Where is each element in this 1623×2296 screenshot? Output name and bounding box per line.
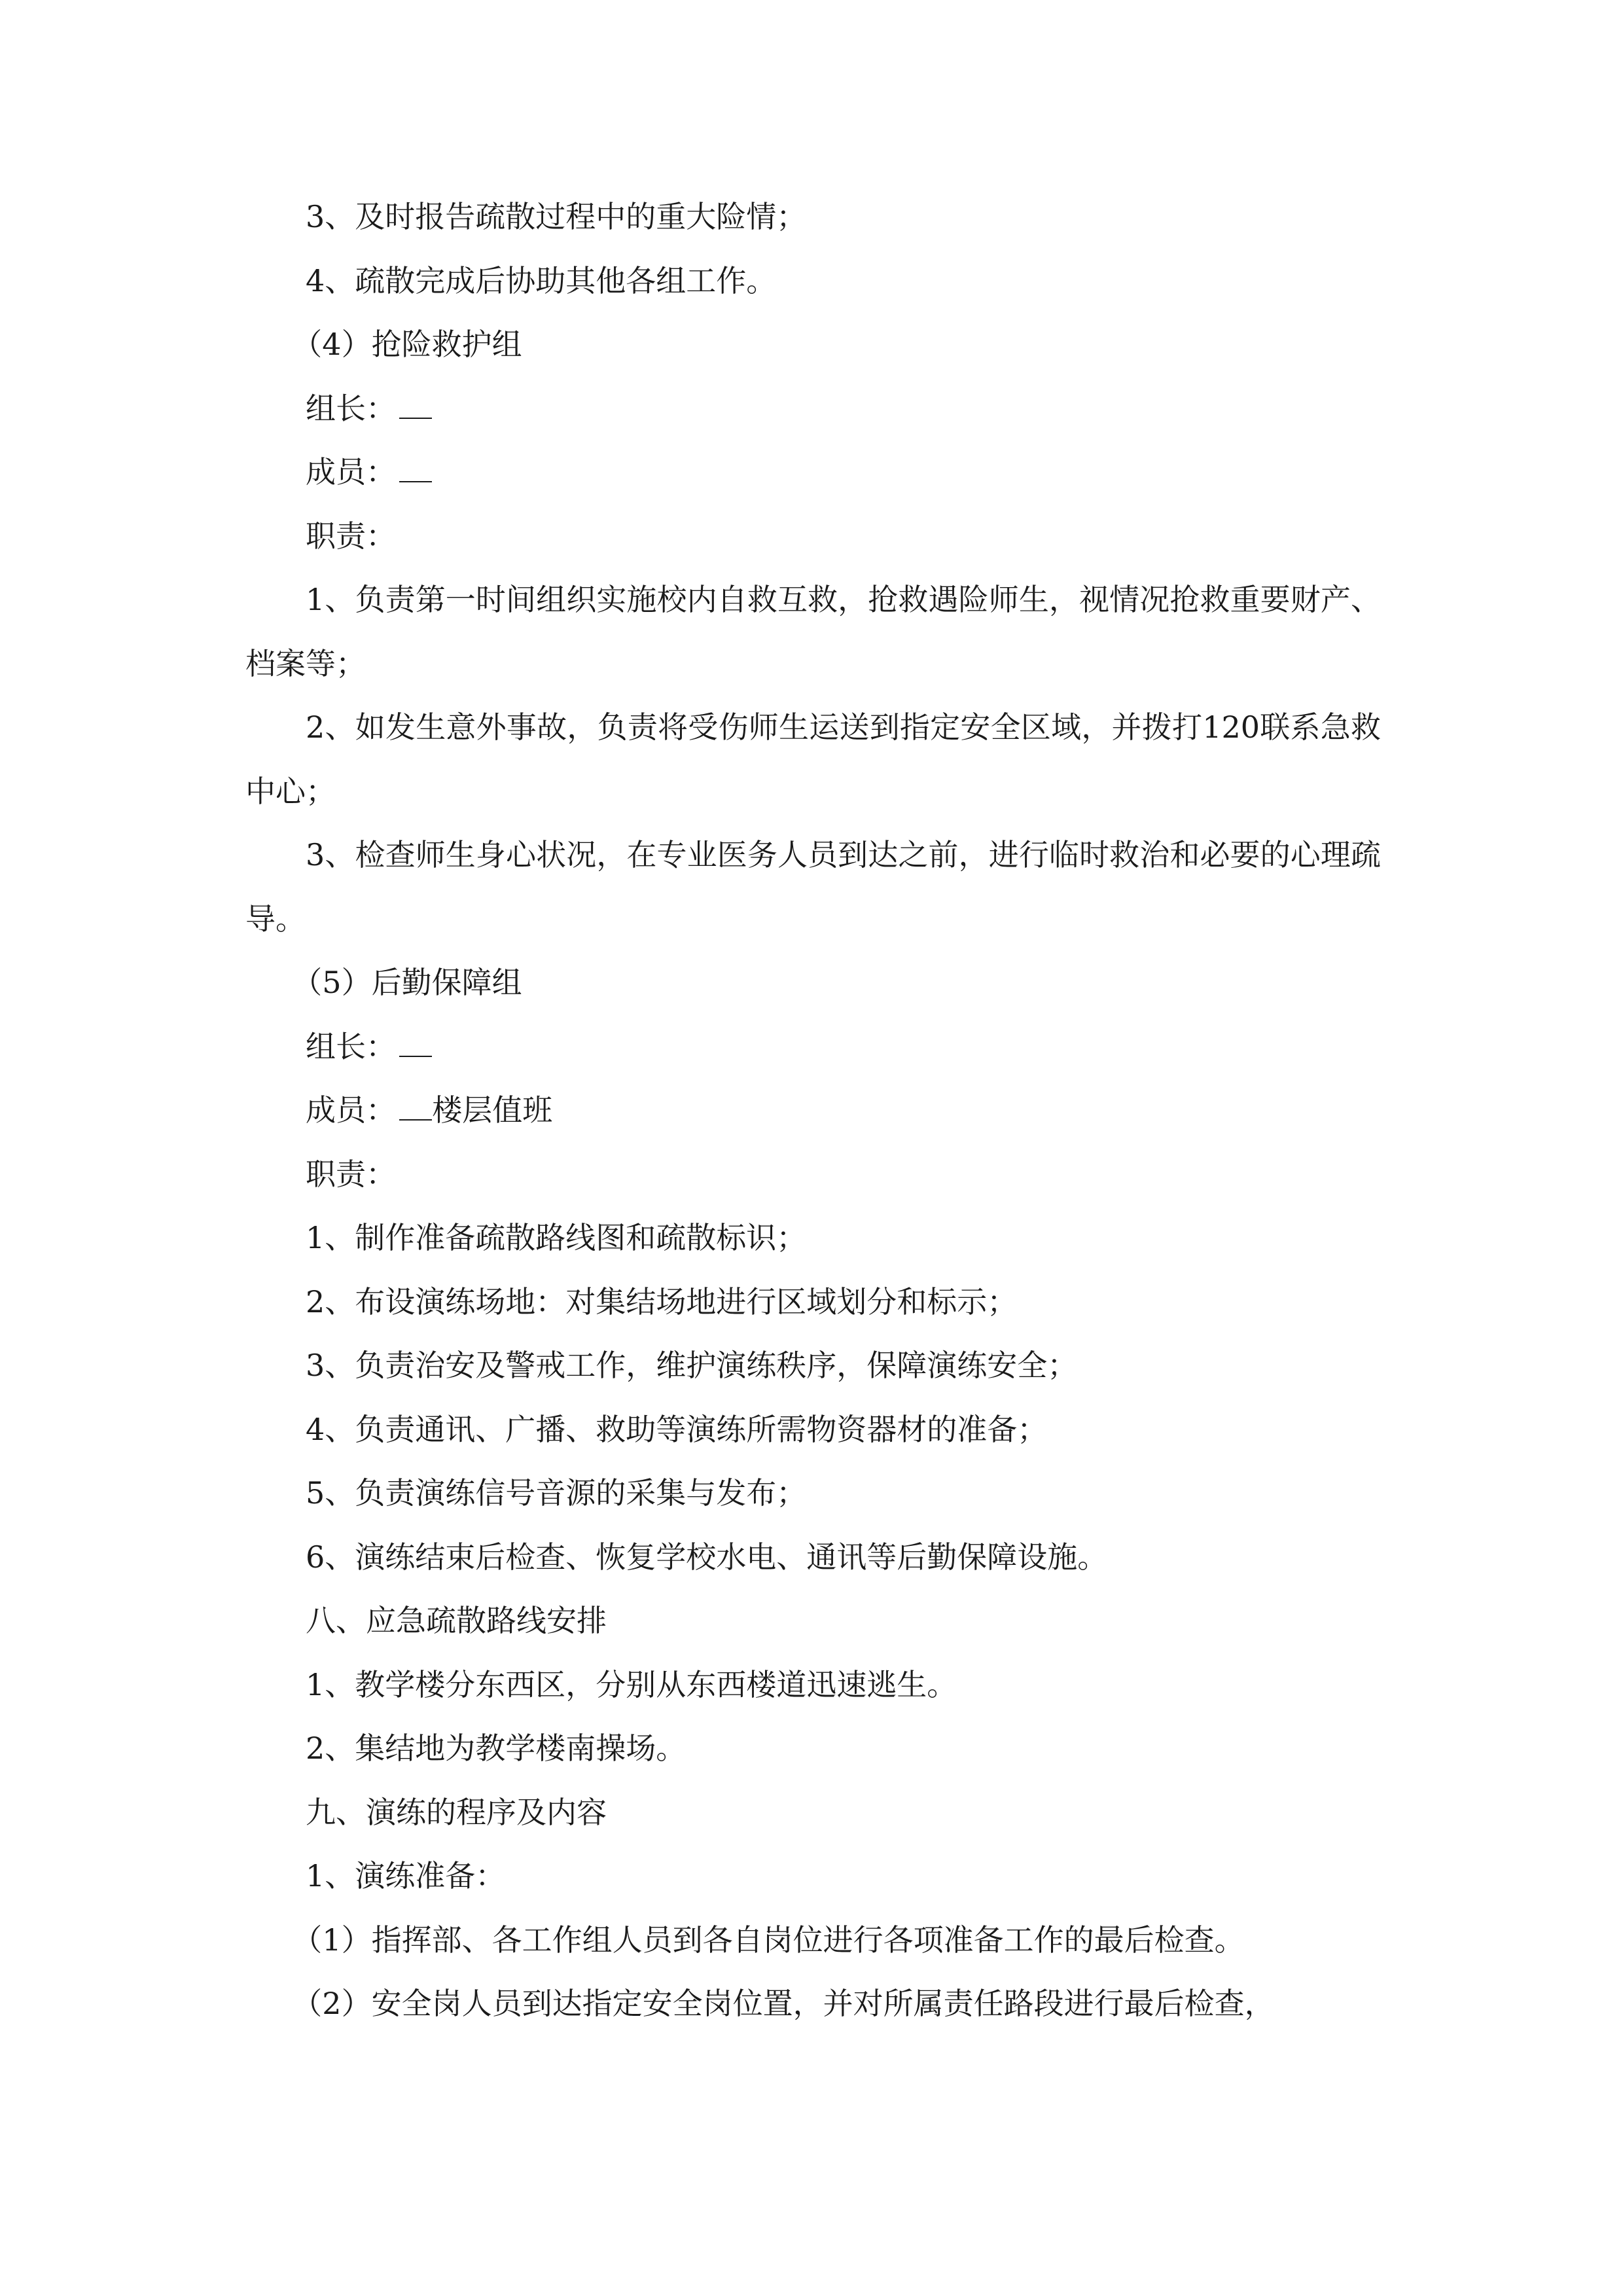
paragraph: 职责： <box>306 518 396 554</box>
paragraph: 4、负责通讯、广播、救助等演练所需物资器材的准备； <box>306 1411 1048 1447</box>
paragraph: 4、疏散完成后协助其他各组工作。 <box>306 262 777 298</box>
leader-line <box>245 1015 1381 1079</box>
label: 组长： <box>306 390 396 426</box>
paragraph: 3、及时报告疏散过程中的重大险情； <box>306 199 807 234</box>
label: 成员： <box>306 1092 396 1128</box>
leader-line <box>245 377 1381 441</box>
blank-field <box>399 463 433 482</box>
blank-field <box>399 1101 433 1121</box>
paragraph: 1、制作准备疏散路线图和疏散标识； <box>306 1220 807 1255</box>
paragraph: （2）安全岗人员到达指定安全岗位置，并对所属责任路段进行最后检查， <box>292 1986 1275 2021</box>
paragraph: 1、负责第一时间组织实施校内自救互救，抢救遇险师生，视情况抢救重要财产、档案等； <box>245 582 1381 681</box>
member-line <box>245 440 1381 505</box>
paragraph: 1、演练准备： <box>306 1858 506 1893</box>
label: 组长： <box>306 1028 396 1064</box>
document-body <box>245 185 1381 2036</box>
member-line <box>245 1079 1381 1143</box>
paragraph: 2、如发生意外事故，负责将受伤师生运送到指定安全区域，并拨打120联系急救中心； <box>245 709 1381 809</box>
section-heading: （5）后勤保障组 <box>292 965 522 1000</box>
paragraph: 3、检查师生身心状况，在专业医务人员到达之前，进行临时救治和必要的心理疏导。 <box>245 837 1381 937</box>
section-heading: 八、应急疏散路线安排 <box>306 1603 607 1638</box>
label: 成员： <box>306 454 396 490</box>
paragraph: 6、演练结束后检查、恢复学校水电、通讯等后勤保障设施。 <box>306 1539 1108 1575</box>
section-heading: （4）抢险救护组 <box>292 327 522 362</box>
paragraph: 2、布设演练场地：对集结场地进行区域划分和标示； <box>306 1283 1018 1319</box>
paragraph: 职责： <box>306 1156 396 1192</box>
paragraph: 5、负责演练信号音源的采集与发布； <box>306 1475 807 1511</box>
paragraph: （1）指挥部、各工作组人员到各自岗位进行各项准备工作的最后检查。 <box>292 1922 1245 1958</box>
paragraph: 2、集结地为教学楼南操场。 <box>306 1731 687 1766</box>
member-note: 楼层值班 <box>432 1092 553 1128</box>
paragraph: 1、教学楼分东西区，分别从东西楼道迅速逃生。 <box>306 1666 957 1702</box>
blank-field <box>399 399 433 419</box>
section-heading: 九、演练的程序及内容 <box>306 1794 607 1830</box>
blank-field <box>399 1037 433 1057</box>
paragraph: 3、负责治安及警戒工作，维护演练秩序，保障演练安全； <box>306 1348 1078 1383</box>
